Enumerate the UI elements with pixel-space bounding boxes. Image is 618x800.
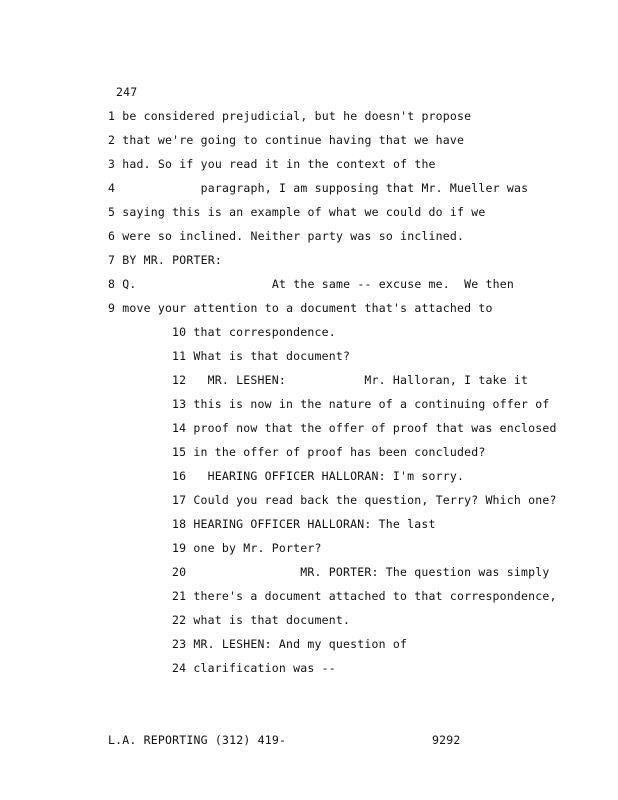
transcript-line: 9 move your attention to a document that's attached to: [108, 301, 493, 315]
transcript-line: 15 in the offer of proof has been concluded?: [172, 445, 486, 459]
transcript-line: 1 be considered prejudicial, but he doesn't propose: [108, 109, 472, 123]
transcript-line: 14 proof now that the offer of proof that was enclosed: [172, 421, 557, 435]
transcript-line: 17 Could you read back the question, Terry? Which one?: [172, 493, 557, 507]
transcript-line: 12 MR. LESHEN: Mr. Halloran, I take it: [172, 373, 529, 387]
transcript-line: 6 were so inclined. Neither party was so inclined.: [108, 229, 465, 243]
transcript-line: 10 that correspondence.: [172, 325, 336, 339]
transcript-line: 5 saying this is an example of what we could do if we: [108, 205, 486, 219]
transcript-line: 11 What is that document?: [172, 349, 351, 363]
transcript-line: 16 HEARING OFFICER HALLORAN: I'm sorry.: [172, 469, 465, 483]
transcript-line: 21 there's a document attached to that correspondence,: [172, 589, 557, 603]
transcript-line: 2 that we're going to continue having that we have: [108, 133, 465, 147]
footer-reporter: L.A. REPORTING (312) 419-: [108, 733, 287, 747]
transcript-line: 22 what is that document.: [172, 613, 351, 627]
footer-phone-suffix: 9292: [432, 733, 461, 747]
transcript-line: 8 Q. At the same -- excuse me. We then: [108, 277, 515, 291]
transcript-line: 13 this is now in the nature of a continuing offer of: [172, 397, 550, 411]
page-number: 247: [116, 85, 138, 99]
transcript-line: 4 paragraph, I am supposing that Mr. Mueller was: [108, 181, 529, 195]
transcript-line: 7 BY MR. PORTER:: [108, 253, 222, 267]
transcript-line: 3 had. So if you read it in the context of the: [108, 157, 436, 171]
transcript-line: 19 one by Mr. Porter?: [172, 541, 322, 555]
transcript-line: 23 MR. LESHEN: And my question of: [172, 637, 408, 651]
transcript-line: 20 MR. PORTER: The question was simply: [172, 565, 550, 579]
transcript-line: 18 HEARING OFFICER HALLORAN: The last: [172, 517, 436, 531]
transcript-line: 24 clarification was --: [172, 661, 336, 675]
